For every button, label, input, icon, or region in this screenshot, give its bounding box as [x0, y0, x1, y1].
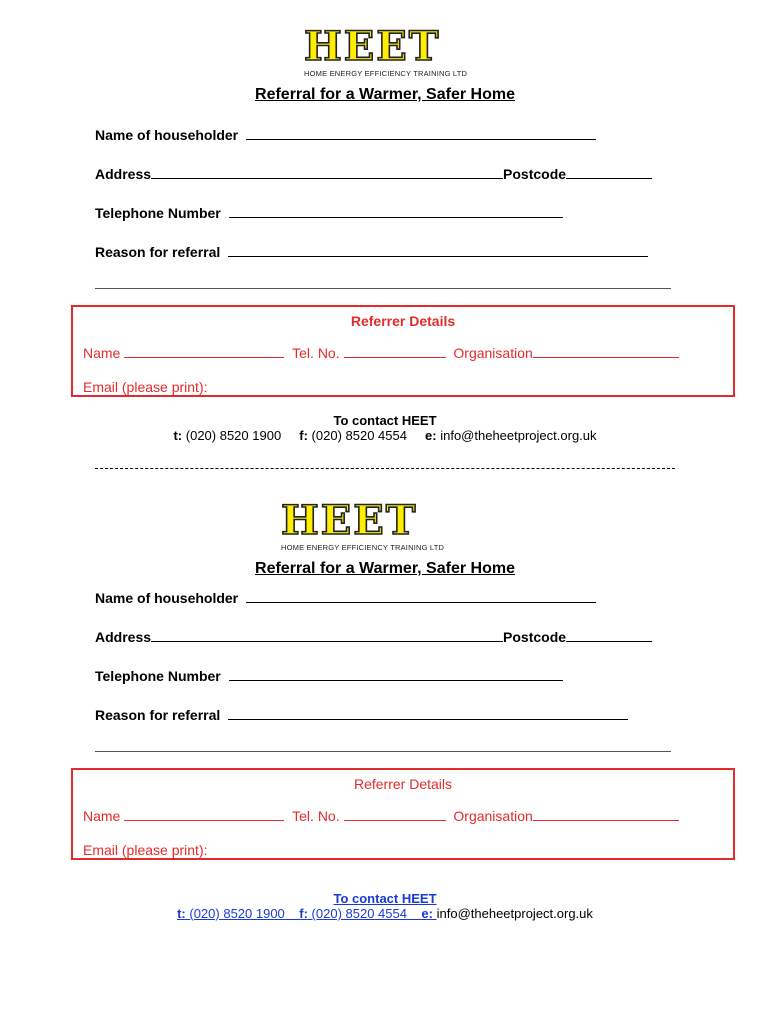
contact-title-link[interactable]: To contact HEET [333, 891, 437, 906]
address-label: Address [95, 166, 152, 182]
postcode-line [566, 166, 652, 179]
heet-logo [304, 23, 474, 79]
referrer-email-field[interactable]: Email (please print): [83, 379, 208, 395]
reason-label: Reason for referral [95, 244, 221, 260]
logo-wordmark: HEET [304, 23, 441, 70]
reason-field[interactable] [95, 244, 648, 260]
referrer-org-label: Organisation [453, 345, 533, 361]
householder-line [246, 127, 596, 140]
referrer-org-label: Organisation [453, 808, 533, 824]
form-title: Referral for a Warmer, Safer Home [255, 560, 515, 577]
referrer-name-line [124, 345, 284, 358]
telephone-field[interactable] [95, 668, 563, 684]
address-label: Address [95, 629, 152, 645]
referrer-title: Referrer Details [350, 313, 456, 329]
phone-value: (020) 8520 1900 [189, 906, 285, 921]
householder-line [246, 590, 596, 603]
referrer-title: Referrer Details [353, 776, 453, 792]
referrer-tel-line [344, 808, 446, 821]
address-field[interactable] [95, 629, 652, 645]
logo-wordmark: HEET [281, 497, 418, 544]
email-label: e: [425, 428, 437, 443]
telephone-label: Telephone Number [95, 668, 221, 684]
fax-value: (020) 8520 4554 [311, 906, 407, 921]
referrer-row[interactable] [83, 345, 679, 361]
referrer-org-line [533, 808, 679, 821]
referrer-details-box [71, 768, 735, 860]
reason-label: Reason for referral [95, 707, 221, 723]
referrer-name-label: Name [83, 808, 121, 824]
reason-line [228, 707, 628, 720]
fax-link[interactable] [299, 906, 421, 921]
heet-logo [281, 497, 451, 553]
phone-link[interactable] [177, 906, 299, 921]
address-line [151, 629, 503, 642]
referrer-tel-line [344, 345, 446, 358]
contact-title: To contact HEET [333, 413, 437, 428]
email-value: info@theheetproject.org.uk [440, 428, 597, 443]
postcode-label: Postcode [503, 629, 567, 645]
referrer-name-line [124, 808, 284, 821]
email-value: info@theheetproject.org.uk [436, 906, 593, 921]
householder-field[interactable] [95, 590, 596, 606]
address-line [151, 166, 503, 179]
referrer-tel-label: Tel. No. [292, 345, 340, 361]
referrer-tel-label: Tel. No. [292, 808, 340, 824]
telephone-line [229, 205, 563, 218]
telephone-label: Telephone Number [95, 205, 221, 221]
reason-field[interactable] [95, 707, 628, 723]
address-field[interactable] [95, 166, 652, 182]
email-link[interactable] [421, 906, 436, 921]
form-title: Referral for a Warmer, Safer Home [255, 86, 515, 103]
householder-label: Name of householder [95, 590, 239, 606]
logo-tagline: HOME ENERGY EFFICIENCY TRAINING LTD [304, 69, 468, 78]
householder-field[interactable] [95, 127, 596, 143]
postcode-line [566, 629, 652, 642]
email-label: e: [421, 906, 433, 921]
referrer-name-label: Name [83, 345, 121, 361]
contact-details [0, 906, 770, 921]
telephone-line [229, 668, 563, 681]
reason-continuation-line[interactable] [95, 288, 671, 289]
telephone-field[interactable] [95, 205, 563, 221]
phone-label: t: [177, 906, 186, 921]
phone-value: (020) 8520 1900 [185, 428, 282, 443]
reason-line [228, 244, 648, 257]
fax-label: f: [299, 906, 308, 921]
contact-details [0, 428, 770, 443]
logo-tagline: HOME ENERGY EFFICIENCY TRAINING LTD [281, 543, 445, 552]
fax-value: (020) 8520 4554 [311, 428, 407, 443]
referrer-email-field[interactable]: Email (please print): [83, 842, 208, 858]
referrer-row[interactable] [83, 808, 679, 824]
fax-label: f: [299, 428, 308, 443]
postcode-label: Postcode [503, 166, 567, 182]
phone-label: t: [173, 428, 183, 443]
referrer-details-box [71, 305, 735, 397]
householder-label: Name of householder [95, 127, 239, 143]
reason-continuation-line[interactable] [95, 751, 671, 752]
cut-line-separator [95, 468, 675, 469]
referrer-org-line [533, 345, 679, 358]
